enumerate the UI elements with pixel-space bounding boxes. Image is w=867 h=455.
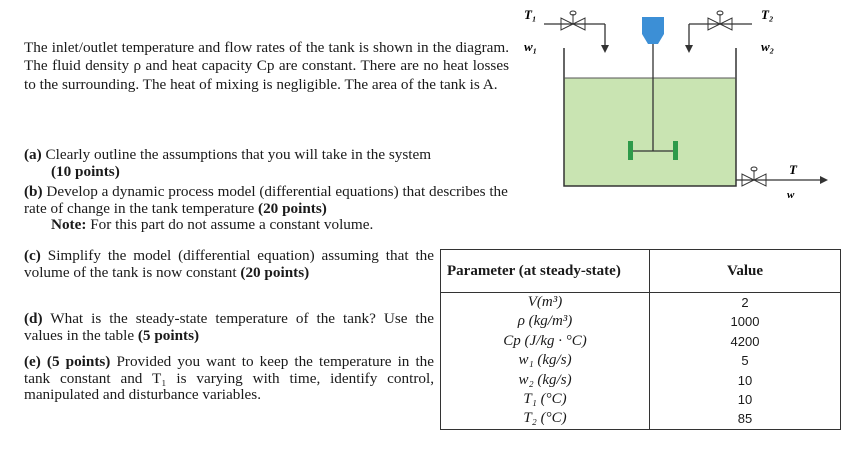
outlet-flow-label: w [787,189,795,201]
question-c-label: (c) [24,247,41,264]
inlet-1-flow-label: w₁ [524,39,538,54]
question-e-text: Provided you want to keep the temperature in the tank constant and T₁ is varying with time, identify control, manipulated and disturbance variables. [24,353,434,404]
question-e-label: (e) [24,353,41,370]
table-row-param: Cp (J/kg · °C) [503,332,587,349]
table-row-value: 10 [737,372,753,388]
inlet-1-temp-label: T₁ [524,7,537,22]
question-b-note: For this part do not assume a constant volume. [90,216,374,234]
table-row-value: 1000 [730,314,760,330]
question-c-points: (20 points) [240,263,310,281]
stirrer-motor-icon [642,17,664,44]
table-header-parameter: Parameter (at steady-state) [441,250,650,293]
table-row-param: V(m³) [527,294,563,310]
question-d-text: What is the steady-state temperature of the tank? Use the values in the table [24,310,434,344]
inlet-2-temp-label: T₂ [761,7,774,22]
question-b-note-label: Note: [51,216,87,234]
question-a-points: (10 points) [51,162,120,180]
inlet-2-flow-label: w₂ [761,39,775,54]
inlet-2-pipe [685,24,752,53]
question-b-points: (20 points) [258,199,327,217]
table-row-value: 4200 [730,333,760,349]
tank-liquid [564,78,736,186]
outlet-temp-label: T [789,162,797,177]
inlet-1-valve-icon [561,11,585,30]
table-row-param: ρ (kg/m³) [517,313,573,330]
inlet-1-pipe [544,24,609,53]
table-row-param: w₂ (kg/s) [518,371,572,388]
question-d-label: (d) [24,310,43,327]
table-row-param: T₁ (°C) [523,390,567,407]
inlet-2-valve-icon [708,11,732,30]
question-a-label: (a) [24,146,42,163]
table-header-value: Value [650,250,841,293]
question-c-text: Simplify the model (differential equation) assuming that the volume of the tank is now constant [24,247,435,281]
problem-intro: The inlet/outlet temperature and flow rates of the tank is shown in the diagram. The fluid density ρ and heat capacity Cp are constant. There are no heat losses to the surrounding. The heat of mixing is negligible. The area of the tank is A. [24,39,509,93]
table-row-value: 10 [737,391,753,407]
table-row-value: 85 [737,411,753,427]
outlet-valve-icon [742,167,766,186]
table-row-param: T₂ (°C) [523,410,567,427]
table-row-value: 5 [741,353,749,369]
outlet-pipe [736,176,828,184]
question-b-text: Develop a dynamic process model (differential equations) that describes the rate of change in the tank temperature [24,183,508,217]
question-b-label: (b) [24,183,43,200]
question-e-points: (5 points) [46,353,111,370]
question-a-text: Clearly outline the assumptions that you will take in the system [45,146,432,163]
table-row-value: 2 [741,295,749,310]
table-row-param: w₁ (kg/s) [518,352,572,369]
question-d-points: (5 points) [137,326,200,344]
